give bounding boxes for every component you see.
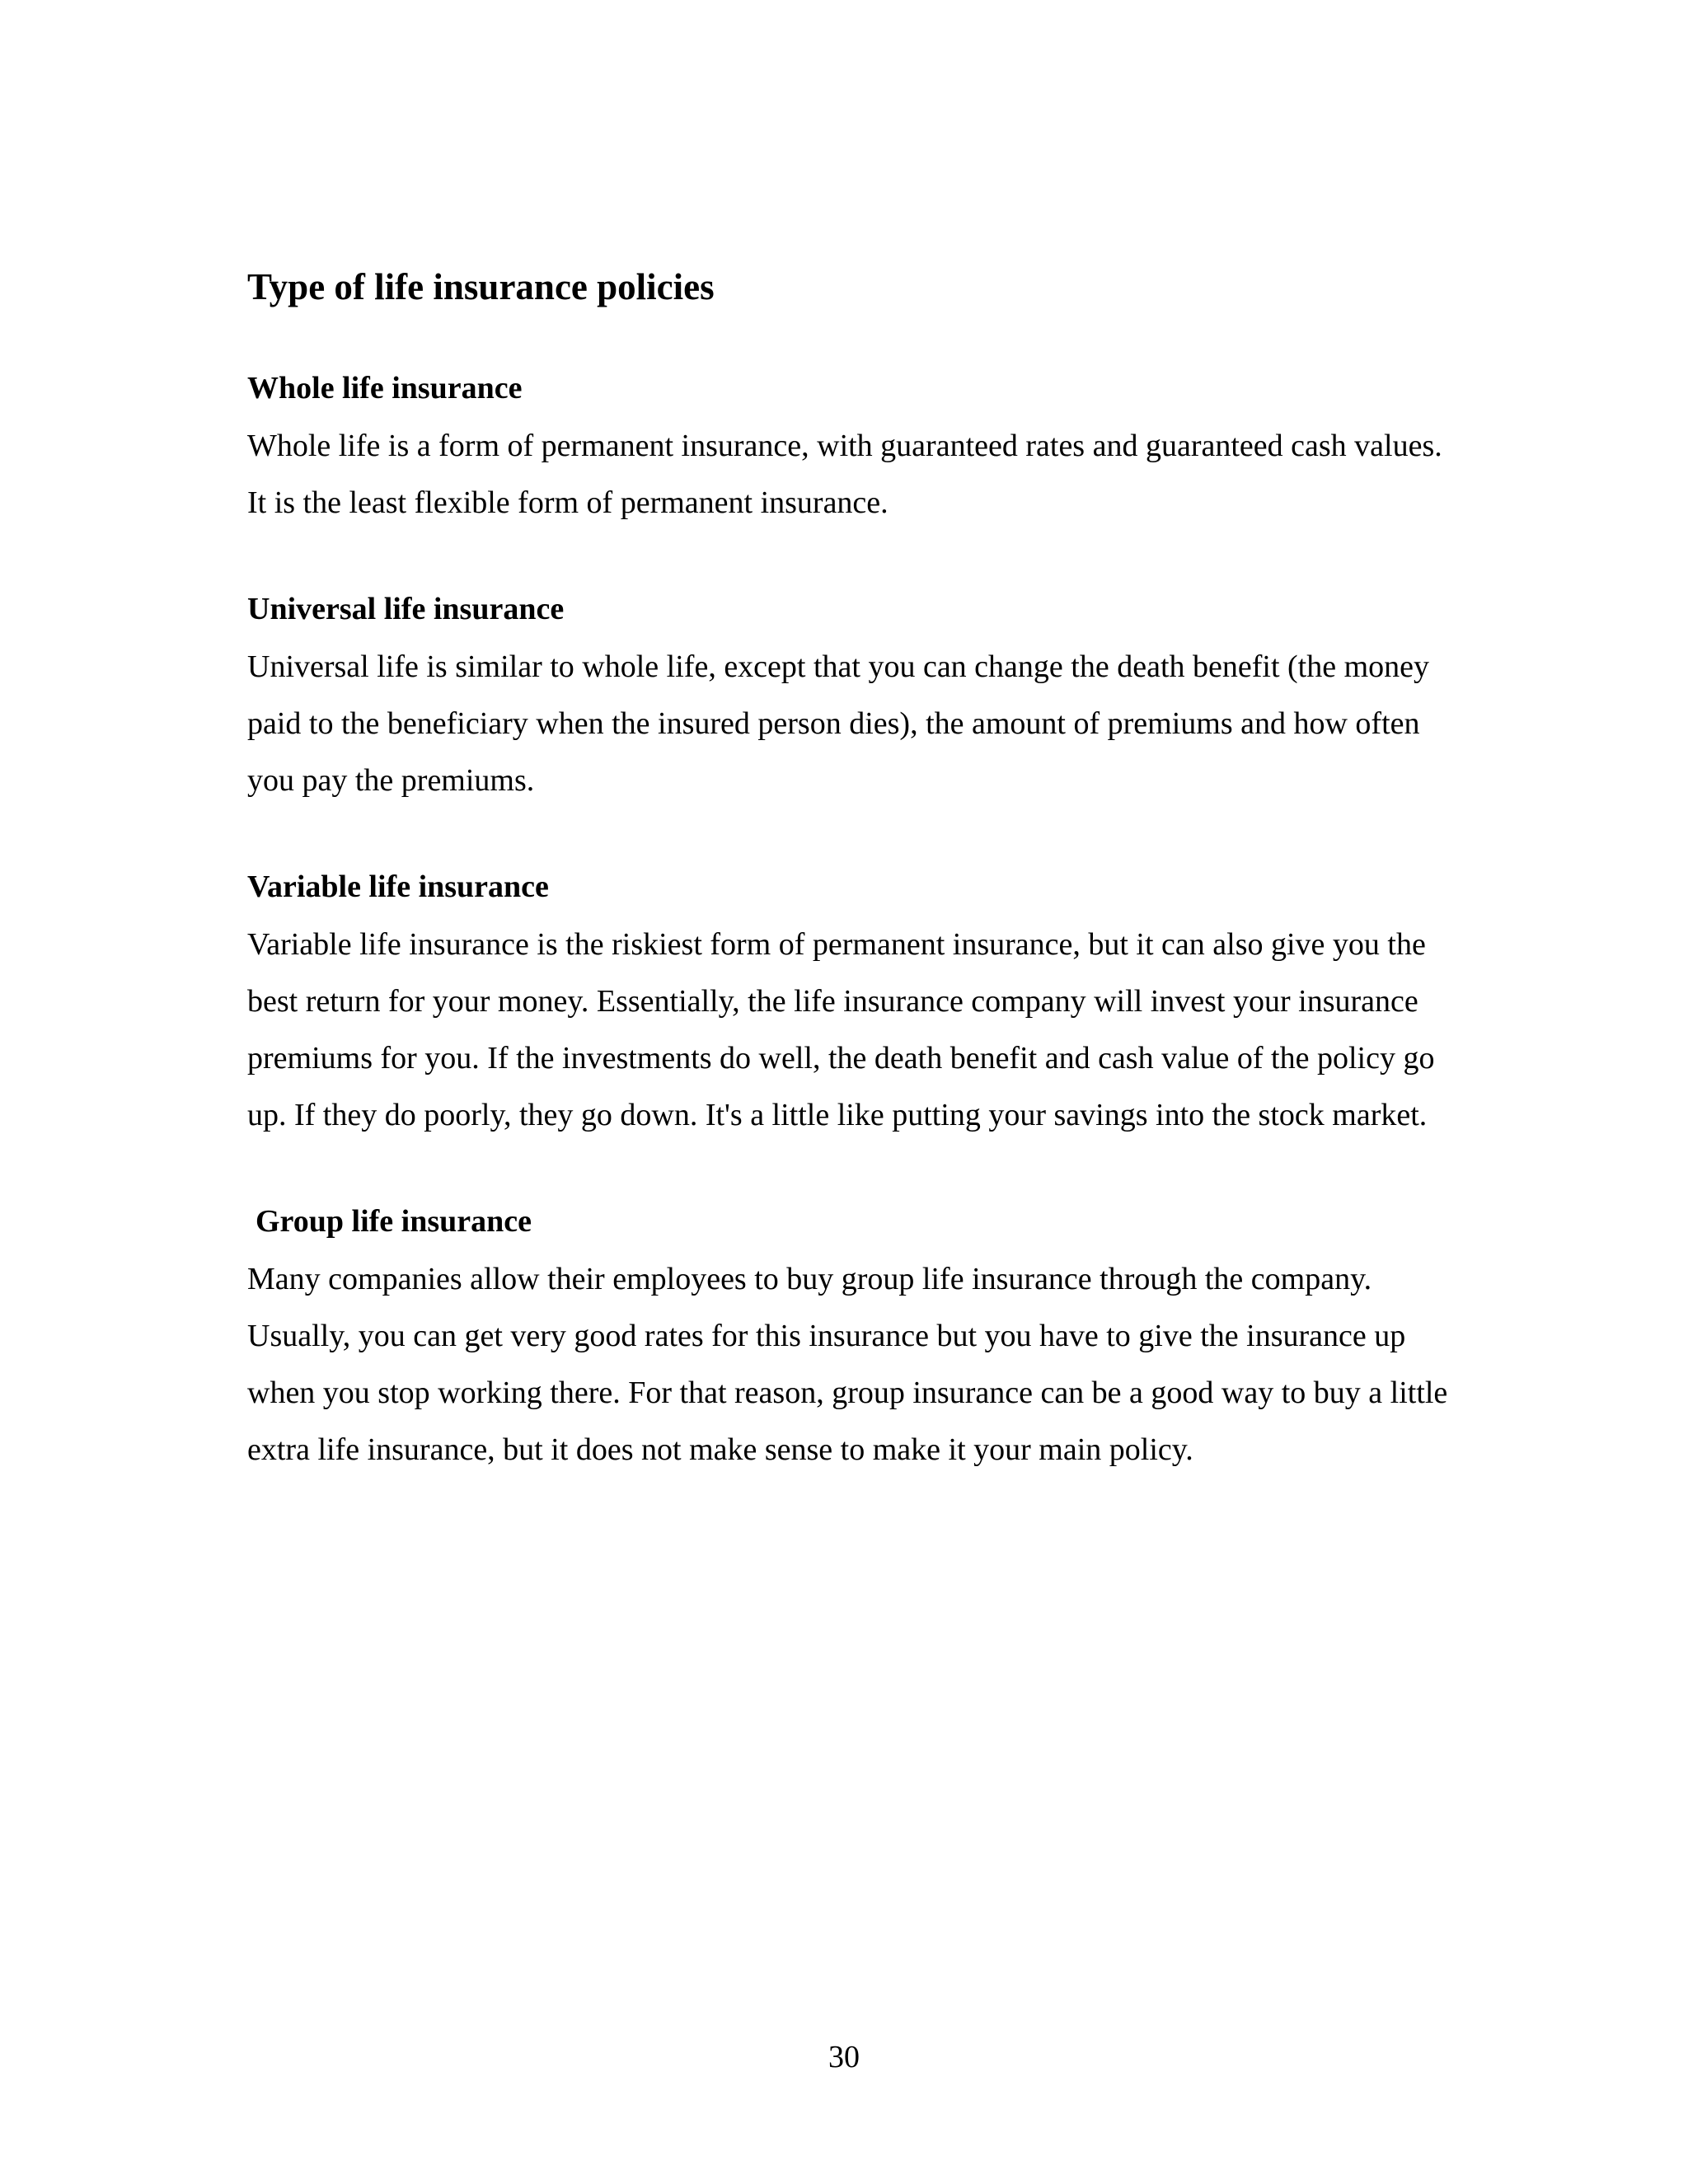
- page-number: 30: [828, 2040, 860, 2074]
- section-group-life: [247, 1198, 1467, 1479]
- section-body: Universal life is similar to whole life, except that you can change the death benefit (the money paid to the beneficiary when the insured person dies), the amount of premiums and how often you pay the premiums.: [247, 649, 1429, 798]
- section-heading: Whole life insurance: [247, 371, 523, 405]
- section-heading: Group life insurance: [256, 1204, 532, 1239]
- page-content: [247, 262, 1467, 1533]
- section-universal-life: [247, 586, 1467, 809]
- section-variable-life: [247, 864, 1467, 1144]
- section-heading: Variable life insurance: [247, 869, 549, 904]
- section-body: Variable life insurance is the riskiest form of permanent insurance, but it can also give you the best return for your money. Essentially, the life insurance company will invest your insurance premiums for you. If the investments do well, the death benefit and cash value of the policy go up. If they do poorly, they go down. It's a little like putting your savings into the stock market.: [247, 927, 1435, 1132]
- section-body: Whole life is a form of permanent insurance, with guaranteed rates and guaranteed cash values. It is the least flexible form of permanent insurance.: [247, 429, 1442, 520]
- page-title: Type of life insurance policies: [247, 266, 715, 307]
- section-whole-life: [247, 365, 1467, 532]
- section-heading: Universal life insurance: [247, 592, 565, 626]
- section-body: Many companies allow their employees to buy group life insurance through the company. Usually, you can get very good rates for this insurance but you have to give the insurance up when you stop working there. For that reason, group insurance can be a good way to buy a little extra life insurance, but it does not make sense to make it your main policy.: [247, 1262, 1448, 1467]
